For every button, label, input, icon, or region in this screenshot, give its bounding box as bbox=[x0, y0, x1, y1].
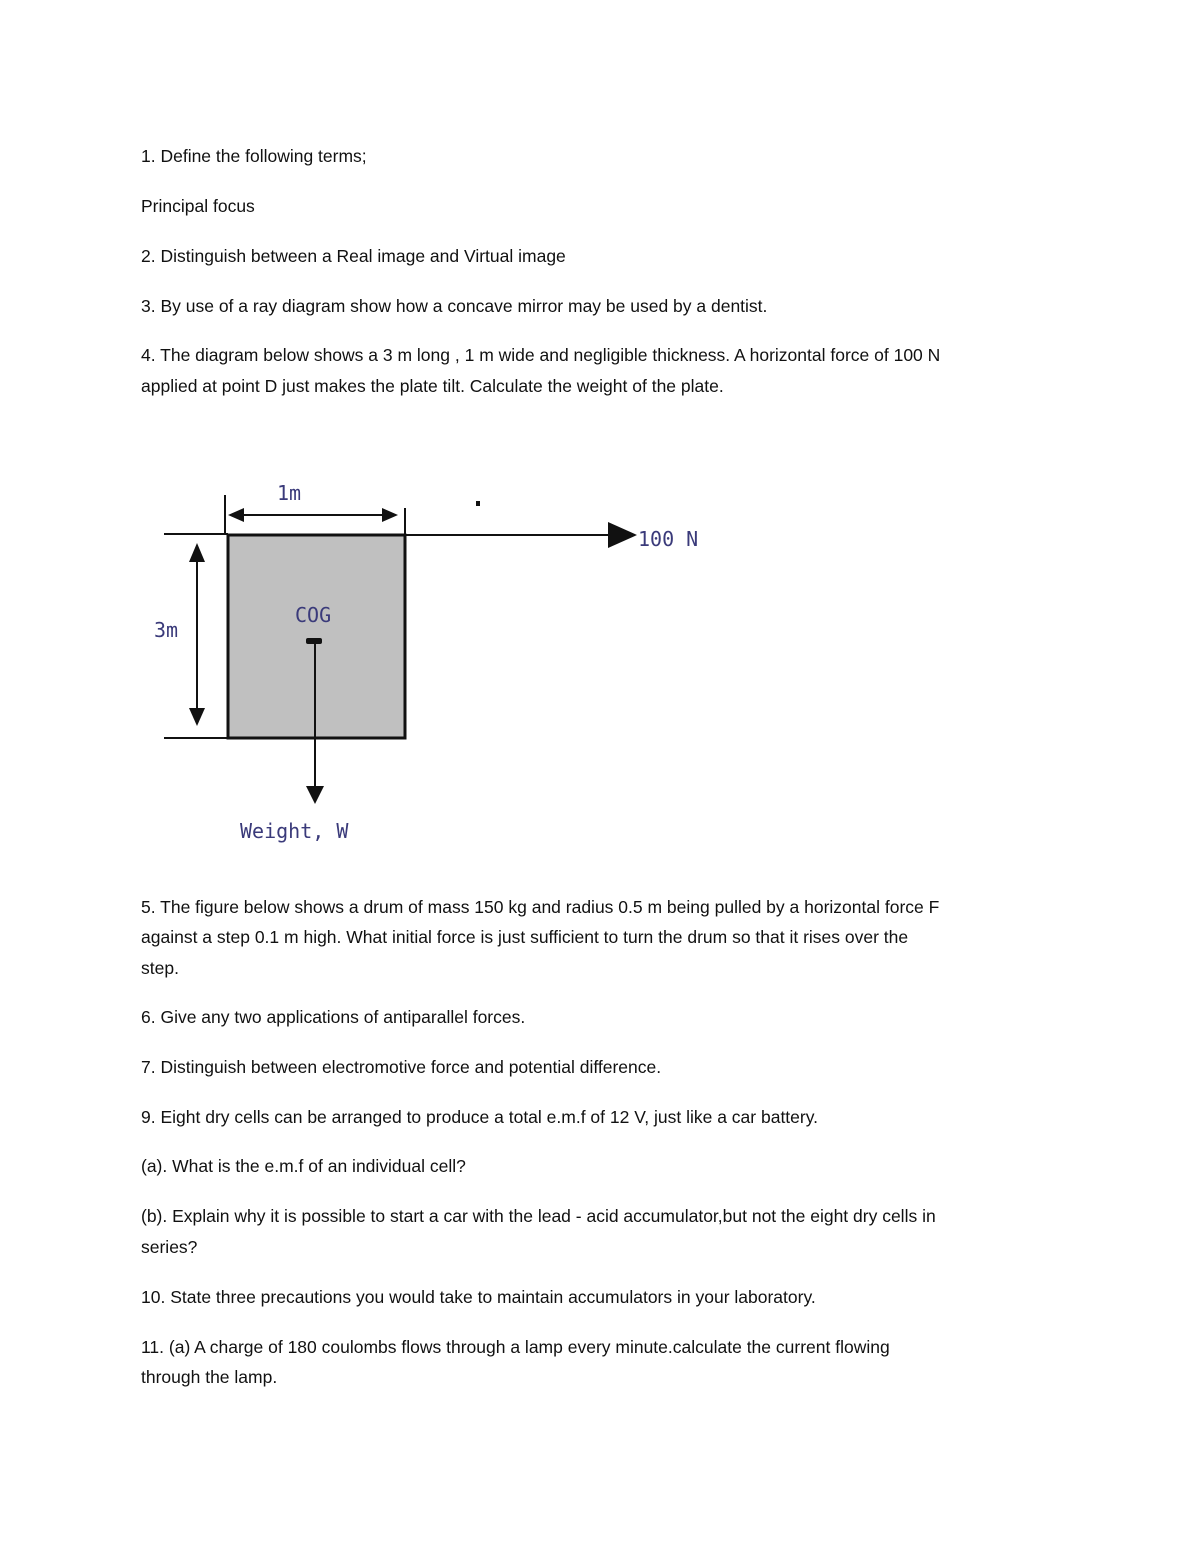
question-9a: (a). What is the e.m.f of an individual cell? bbox=[141, 1156, 466, 1176]
question-10: 10. State three precautions you would take to maintain accumulators in your laboratory. bbox=[141, 1287, 816, 1307]
plate bbox=[228, 535, 405, 738]
cog-marker bbox=[306, 638, 322, 644]
question-7: 7. Distinguish between electromotive force and potential difference. bbox=[141, 1057, 662, 1077]
question-4-line-2: applied at point D just makes the plate tilt. Calculate the weight of the plate. bbox=[141, 376, 724, 396]
plate-force-diagram bbox=[140, 470, 720, 860]
cog-label: COG bbox=[295, 603, 332, 627]
weight-arrow-head bbox=[306, 786, 324, 804]
point-dot bbox=[476, 501, 480, 506]
question-3: 3. By use of a ray diagram show how a concave mirror may be used by a dentist. bbox=[141, 296, 768, 316]
question-11-line-2: through the lamp. bbox=[141, 1367, 278, 1387]
question-5-line-3: step. bbox=[141, 958, 179, 978]
question-4-line-1: 4. The diagram below shows a 3 m long , 1 m wide and negligible thickness. A horizontal force of 100 N bbox=[141, 345, 941, 365]
question-9b-line-2: series? bbox=[141, 1237, 198, 1257]
question-9b-line-1: (b). Explain why it is possible to start a car with the lead - acid accumulator,but not the eight dry cells in bbox=[141, 1206, 936, 1226]
question-2: 2. Distinguish between a Real image and Virtual image bbox=[141, 246, 566, 266]
question-9: 9. Eight dry cells can be arranged to produce a total e.m.f of 12 V, just like a car battery. bbox=[141, 1107, 819, 1127]
width-label: 1m bbox=[277, 481, 302, 505]
width-arrow-left-head bbox=[228, 508, 244, 522]
width-arrow-right-head bbox=[382, 508, 398, 522]
height-label: 3m bbox=[154, 618, 179, 642]
question-5-line-1: 5. The figure below shows a drum of mass 150 kg and radius 0.5 m being pulled by a horizontal force F bbox=[141, 897, 940, 917]
force-arrow-head bbox=[608, 522, 637, 548]
question-6: 6. Give any two applications of antiparallel forces. bbox=[141, 1007, 526, 1027]
force-label: 100 N bbox=[638, 527, 699, 551]
height-arrow-bottom-head bbox=[189, 708, 205, 726]
question-5-line-2: against a step 0.1 m high. What initial force is just sufficient to turn the drum so that it rises over the bbox=[141, 927, 909, 947]
height-arrow-top-head bbox=[189, 543, 205, 562]
question-11-line-1: 11. (a) A charge of 180 coulombs flows through a lamp every minute.calculate the current flowing bbox=[141, 1337, 890, 1357]
weight-label: Weight, W bbox=[240, 819, 349, 843]
question-1: 1. Define the following terms; bbox=[141, 146, 367, 166]
question-1-term: Principal focus bbox=[141, 196, 255, 216]
